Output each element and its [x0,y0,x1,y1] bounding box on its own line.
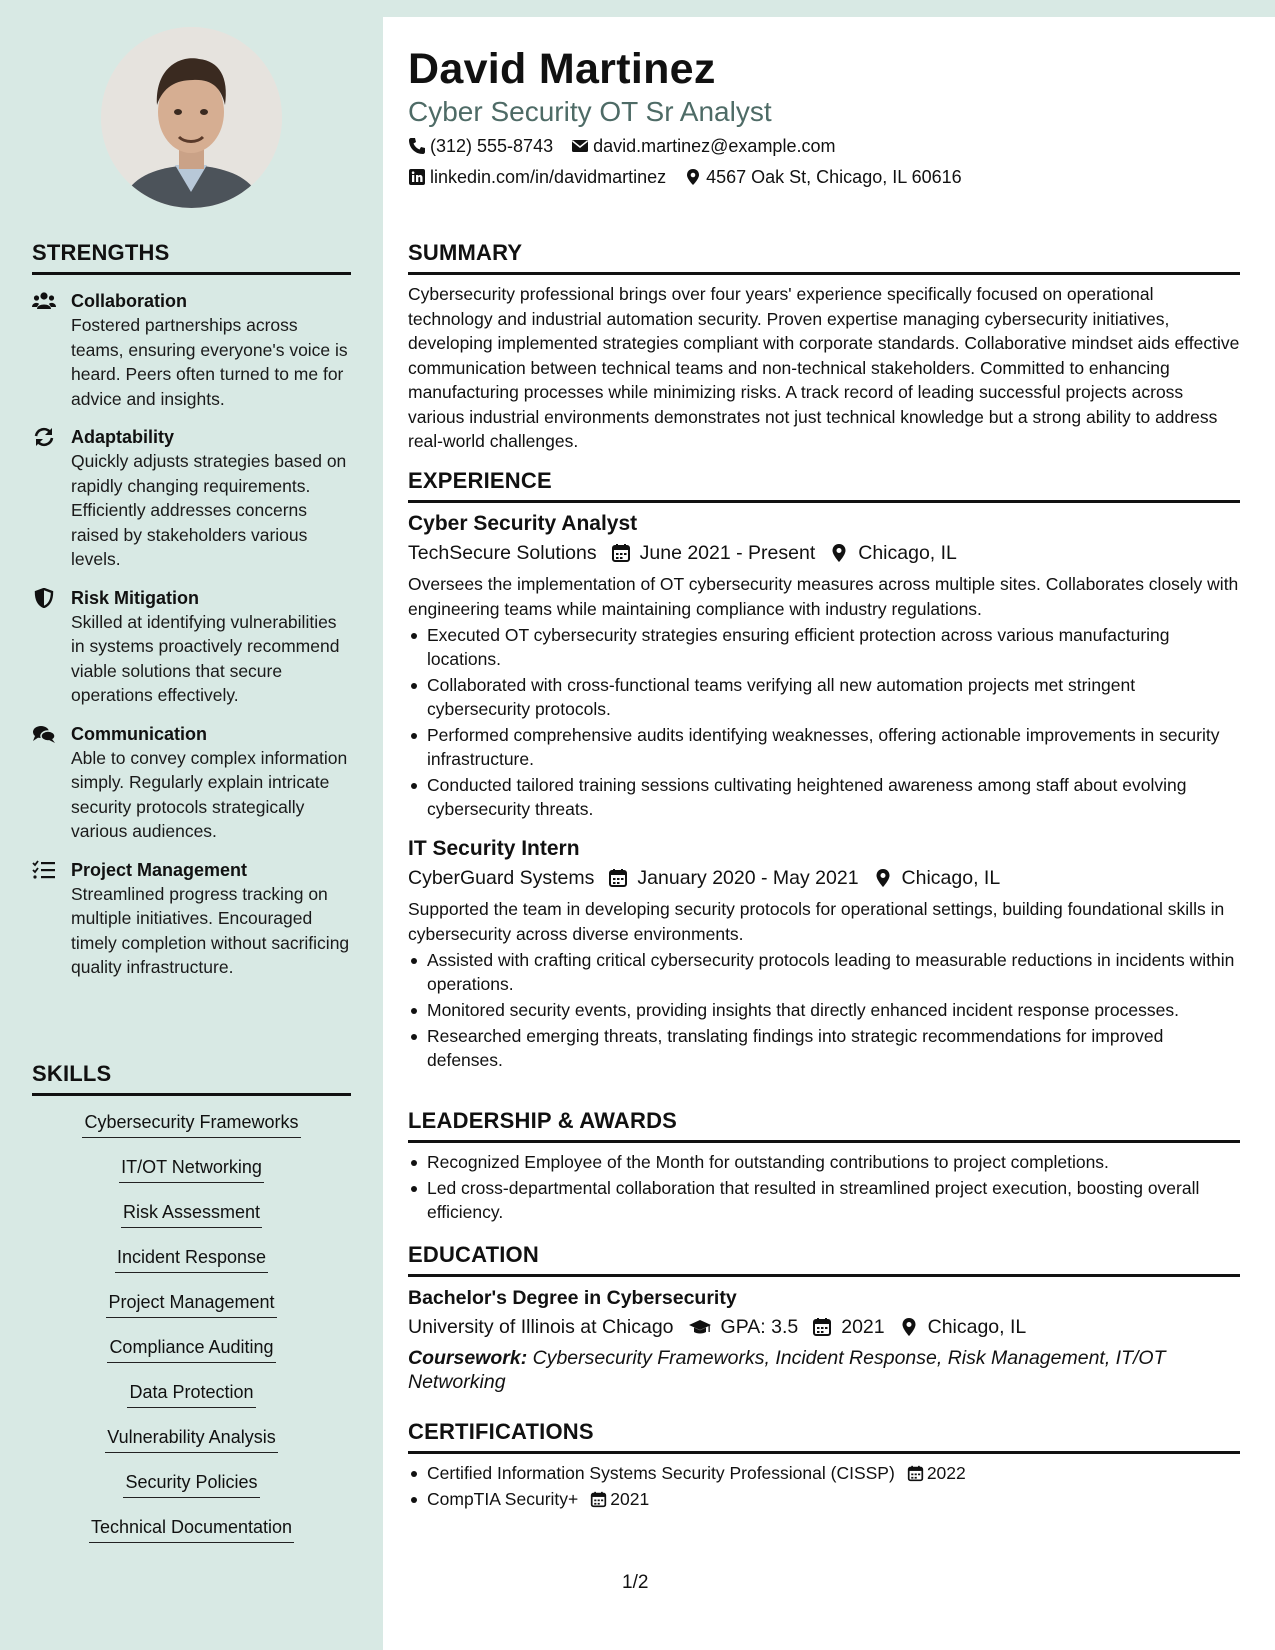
strength-title: Project Management [71,859,248,880]
phone-icon [408,137,426,155]
map-marker-icon [684,168,702,186]
calendar-icon [907,1465,924,1482]
strength-desc: Quickly adjusts strategies based on rapidly changing requirements. Efficiently addresses concerns raised by stakeholders various levels. [71,451,347,569]
strength-item [32,586,351,708]
strengths-section [32,240,351,980]
shield-icon [32,588,56,608]
strength-desc: Streamlined progress tracking on multiple initiatives. Encouraged timely completion without sacrificing quality infrastructure. [71,883,350,977]
comments-icon [32,724,56,744]
job-entry [408,510,1240,821]
job-company: CyberGuard Systems [408,867,595,889]
job-title: IT Security Intern [408,837,580,860]
strength-desc: Able to convey complex information simply. Regularly explain intricate security protocols strategically various audiences. [71,747,348,841]
skill-item: Vulnerability Analysis [32,1421,351,1466]
school-location: Chicago, IL [899,1312,1027,1342]
skill-item: Technical Documentation [32,1511,351,1556]
skill-item: Data Protection [32,1376,351,1421]
certification-item: Certified Information Systems Security Professional (CISSP) 2022 [408,1461,1240,1485]
job-description: Oversees the implementation of OT cybersecurity measures across multiple sites. Collaborates closely with engineering teams while maintaining compliance with industry regulations. [408,574,1239,619]
email-contact[interactable]: david.martinez@example.com [571,135,835,157]
leadership-list [408,1150,1240,1224]
strength-item [32,722,351,844]
summary-section [408,240,1240,454]
school-name: University of Illinois at Chicago [408,1316,674,1338]
graduation-cap-icon [688,1317,712,1337]
skill-item: Cybersecurity Frameworks [32,1106,351,1151]
strength-item [32,858,351,980]
strengths-title: STRENGTHS [32,240,351,275]
strength-title: Adaptability [71,427,175,447]
map-marker-icon [899,1317,919,1337]
leadership-section [408,1108,1240,1224]
job-dates: January 2020 - May 2021 [608,863,858,893]
calendar-icon [590,1491,607,1508]
experience-title: EXPERIENCE [408,468,1240,503]
gpa: GPA: 3.5 [688,1312,799,1342]
job-bullet: Researched emerging threats, translating findings into strategic recommendations for improved defenses. [408,1024,1240,1072]
calendar-icon [611,543,631,563]
skill-item: IT/OT Networking [32,1151,351,1196]
job-location: Chicago, IL [873,863,1001,893]
strength-desc: Skilled at identifying vulnerabilities in systems proactively recommend viable solutions that secure operations effectively. [71,611,340,705]
job-bullet: Monitored security events, providing insights that directly enhanced incident response processes. [408,998,1240,1022]
contact-row [408,166,980,188]
envelope-icon [571,137,589,155]
skill-item: Risk Assessment [32,1196,351,1241]
job-bullet: Executed OT cybersecurity strategies ensuring efficient protection across various manufacturing locations. [408,623,1240,671]
job-bullet: Collaborated with cross-functional teams verifying all new automation projects met stringent cybersecurity protocols. [408,673,1240,721]
contact-row [408,135,853,157]
job-meta [408,538,1240,568]
certifications-title: CERTIFICATIONS [408,1419,1240,1454]
certifications-section [408,1419,1240,1511]
leadership-title: LEADERSHIP & AWARDS [408,1108,1240,1143]
list-check-icon [32,860,56,880]
users-icon [32,291,56,311]
leadership-item: Recognized Employee of the Month for outstanding contributions to project completions. [408,1150,1240,1174]
calendar-icon [608,868,628,888]
certification-item: CompTIA Security+ 2021 [408,1487,1240,1511]
summary-text: Cybersecurity professional brings over four years' experience specifically focused on operational technology and industrial automation security. Proven expertise managing cybersecurity initiatives, developing implemented strategies compliant with corporate standards. Collaborative mindset aids effective communication between technical teams and non-technical stakeholders. Committed to enhancing manufacturing processes while minimizing risks. A track record of leading successful projects across various industrial environments demonstrates not just technical knowledge but a strong ability to address real-world challenges. [408,284,1240,451]
job-location: Chicago, IL [829,538,957,568]
experience-section [408,468,1240,1072]
degree-title: Bachelor's Degree in Cybersecurity [408,1287,737,1309]
certifications-list [408,1461,1240,1511]
skills-title: SKILLS [32,1061,351,1096]
graduation-year: 2021 [812,1312,884,1342]
job-dates: June 2021 - Present [611,538,816,568]
address-contact: 4567 Oak St, Chicago, IL 60616 [684,166,962,188]
strength-title: Risk Mitigation [71,587,200,608]
job-bullet: Performed comprehensive audits identifying weaknesses, offering actionable improvements in security infrastructure. [408,723,1240,771]
candidate-name: David Martinez [408,45,716,93]
linkedin-contact[interactable]: linkedin.com/in/davidmartinez [408,166,666,188]
strength-desc: Fostered partnerships across teams, ensuring everyone's voice is heard. Peers often turned to me for advice and insights. [71,315,348,409]
education-title: EDUCATION [408,1242,1240,1277]
job-meta [408,863,1240,893]
coursework: Coursework: Cybersecurity Frameworks, Incident Response, Risk Management, IT/OT Networking [408,1347,1166,1393]
job-bullet: Conducted tailored training sessions cultivating heightened awareness among staff about evolving cybersecurity threats. [408,773,1240,821]
sidebar [0,0,383,1650]
skill-item: Incident Response [32,1241,351,1286]
job-title: Cyber Security Analyst [408,512,638,535]
candidate-role: Cyber Security OT Sr Analyst [408,96,772,127]
leadership-item: Led cross-departmental collaboration that resulted in streamlined project execution, boosting overall efficiency. [408,1176,1240,1224]
strength-item [32,425,351,572]
education-section [408,1242,1240,1394]
phone-contact: (312) 555-8743 [408,135,553,157]
education-meta [408,1312,1240,1342]
strength-title: Collaboration [71,291,187,311]
sync-icon [32,427,56,447]
job-description: Supported the team in developing security protocols for operational settings, building foundational skills in cybersecurity across diverse environments. [408,899,1225,944]
calendar-icon [812,1317,832,1337]
job-bullet: Assisted with crafting critical cybersecurity protocols leading to measurable reductions in incidents within operations. [408,948,1240,996]
skill-item: Project Management [32,1286,351,1331]
job-company: TechSecure Solutions [408,542,597,564]
skills-section [32,1061,351,1556]
summary-title: SUMMARY [408,240,1240,275]
strength-item [32,289,351,411]
skill-item: Security Policies [32,1466,351,1511]
map-marker-icon [829,543,849,563]
job-entry [408,835,1240,1072]
job-bullets [408,948,1240,1072]
skills-list [32,1106,351,1556]
linkedin-icon [408,168,426,186]
skill-item: Compliance Auditing [32,1331,351,1376]
profile-photo [101,27,282,208]
main-content [408,0,1240,1650]
profile-photo-icon [101,27,282,208]
job-bullets [408,623,1240,821]
map-marker-icon [873,868,893,888]
page-indicator: 1/2 [622,1572,649,1593]
strength-title: Communication [71,723,208,744]
